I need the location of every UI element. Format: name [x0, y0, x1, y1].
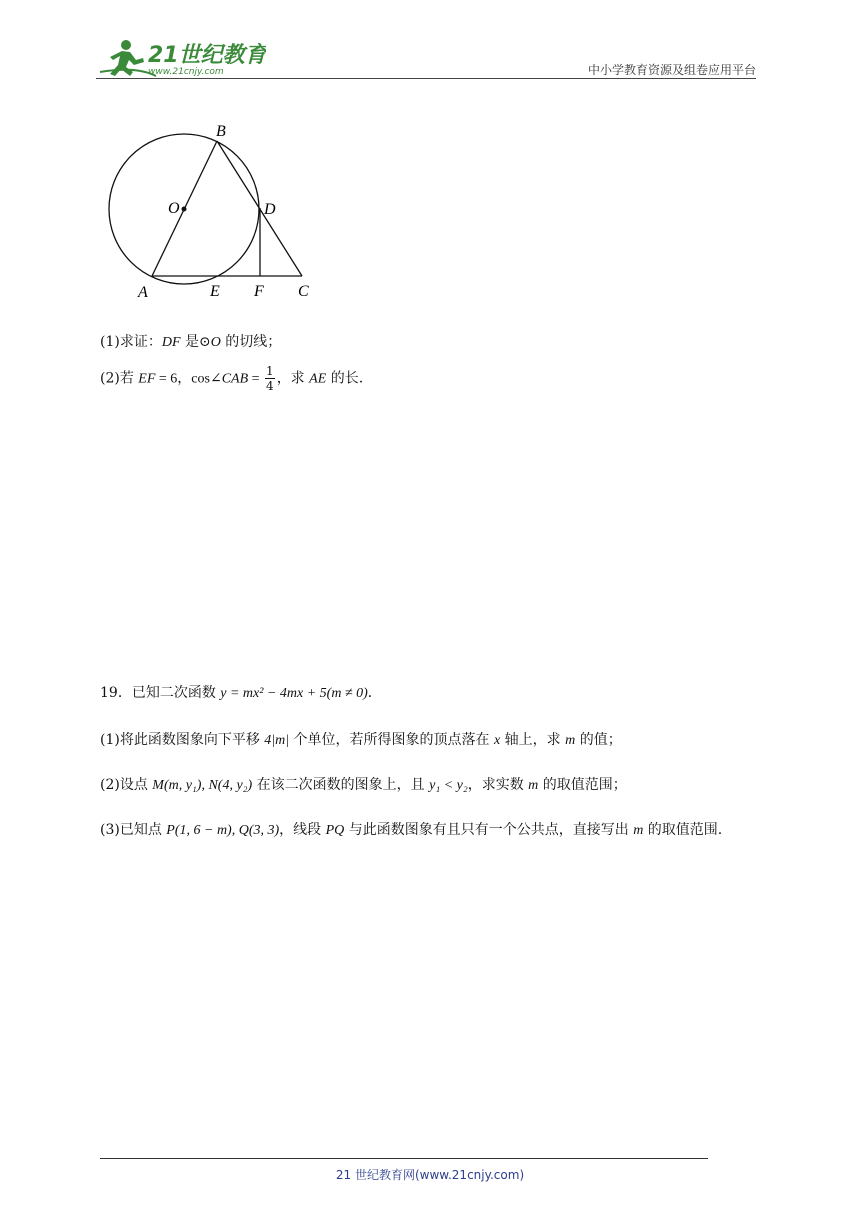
q19-part1: (1)将此函数图象向下平移 4|m| 个单位，若所得图象的顶点落在 x 轴上，求 m 的值；	[100, 732, 622, 748]
header-divider	[96, 78, 756, 79]
label-a: A	[138, 284, 148, 301]
footer-divider	[100, 1158, 708, 1159]
geometry-figure	[100, 116, 330, 306]
footer-site-link[interactable]: 21 世纪教育网(www.21cnjy.com)	[335, 1168, 525, 1182]
label-c: C	[298, 283, 309, 300]
label-e: E	[210, 283, 220, 300]
site-logo	[96, 36, 266, 80]
center-point-o	[182, 207, 187, 212]
fraction-one-quarter: $\frac{1}{4}$	[266, 364, 274, 393]
q19-part2: (2)设点 M(m, y₁), N(4, y₂) 在该二次函数的图象上，且 y₁ < y₂，求实数 m 的取值范围；	[100, 777, 627, 793]
q19-stem: 19．已知二次函数 y = mx² − 4mx + 5(m ≠ 0)．	[100, 685, 382, 701]
header-platform-text: 中小学教育资源及组卷应用平台	[587, 63, 756, 77]
q18-part1: (1)求证：DF 是⊙O 的切线；	[100, 334, 282, 350]
logo-url: www.21cnjy.com	[148, 67, 224, 77]
label-b: B	[216, 123, 226, 140]
q19-part3: (3)已知点 P(1, 6 − m), Q(3, 3)，线段 PQ 与此函数图象有且只有一个公共点，直接写出 m 的取值范围.	[100, 822, 723, 838]
label-d: D	[264, 201, 276, 218]
q18-part2: (2)若 EF = 6，cos∠CAB = $\frac{1}{4}$ ，求 AE 的长.	[100, 364, 364, 393]
logo-text: 21世纪教育	[148, 43, 266, 68]
label-f: F	[254, 283, 264, 300]
label-o: O	[168, 200, 180, 217]
